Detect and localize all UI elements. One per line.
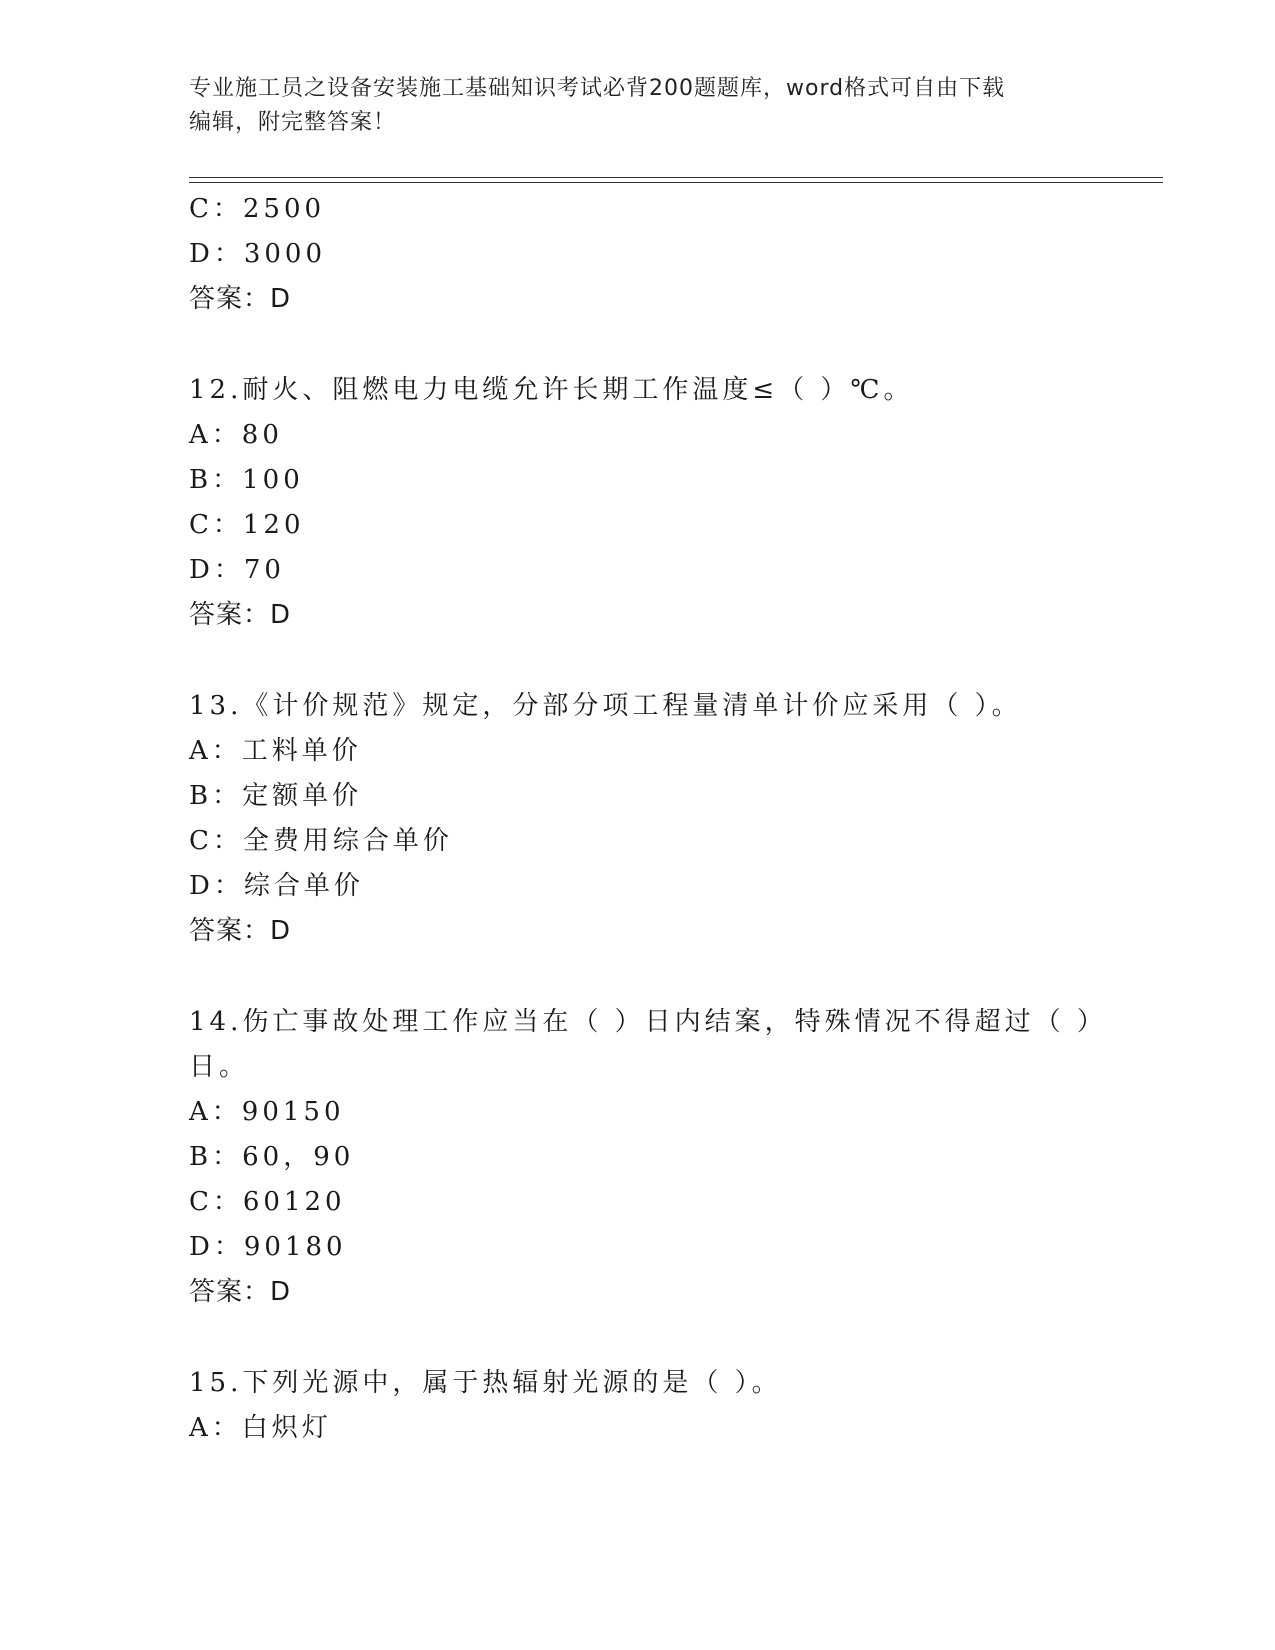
q13-question: 13.《计价规范》规定，分部分项工程量清单计价应采用（ ）。	[189, 691, 1022, 721]
q12-option-c: C：120	[189, 510, 305, 540]
q15-question: 15.下列光源中，属于热辐射光源的是（ ）。	[189, 1368, 782, 1398]
q11-option-c: C：2500	[189, 194, 326, 224]
header-divider-bottom	[189, 182, 1163, 183]
q14-question-line-1: 14.伤亡事故处理工作应当在（ ）日内结案，特殊情况不得超过（ ）	[189, 1007, 1107, 1037]
q14-question-line-2: 日。	[189, 1052, 250, 1082]
q14-option-d: D：90180	[189, 1232, 347, 1262]
q13-option-d: D：综合单价	[189, 871, 364, 901]
q13-option-c: C：全费用综合单价	[189, 826, 453, 856]
q13-option-a: A：工料单价	[189, 736, 362, 766]
q12-answer: 答案：D	[189, 600, 292, 630]
q12-option-b: B：100	[189, 465, 304, 495]
q11-option-d: D：3000	[189, 239, 327, 269]
q12-option-a: A：80	[189, 420, 283, 450]
q14-option-b: B：60，90	[189, 1142, 355, 1172]
header-divider-top	[189, 177, 1163, 178]
q13-option-b: B：定额单价	[189, 781, 363, 811]
q14-option-a: A：90150	[189, 1097, 345, 1127]
q13-answer: 答案：D	[189, 916, 292, 946]
q11-answer: 答案：D	[189, 284, 292, 314]
header-line-1: 专业施工员之设备安装施工基础知识考试必背200题题库，word格式可自由下载	[189, 76, 1006, 101]
header-line-2: 编辑，附完整答案！	[189, 110, 397, 135]
q12-question: 12.耐火、阻燃电力电缆允许长期工作温度≤（ ）℃。	[189, 375, 914, 405]
q12-option-d: D：70	[189, 555, 285, 585]
document-header	[189, 72, 1089, 140]
q15-option-a: A：白炽灯	[189, 1413, 332, 1443]
q14-option-c: C：60120	[189, 1187, 346, 1217]
q14-answer: 答案：D	[189, 1277, 292, 1307]
